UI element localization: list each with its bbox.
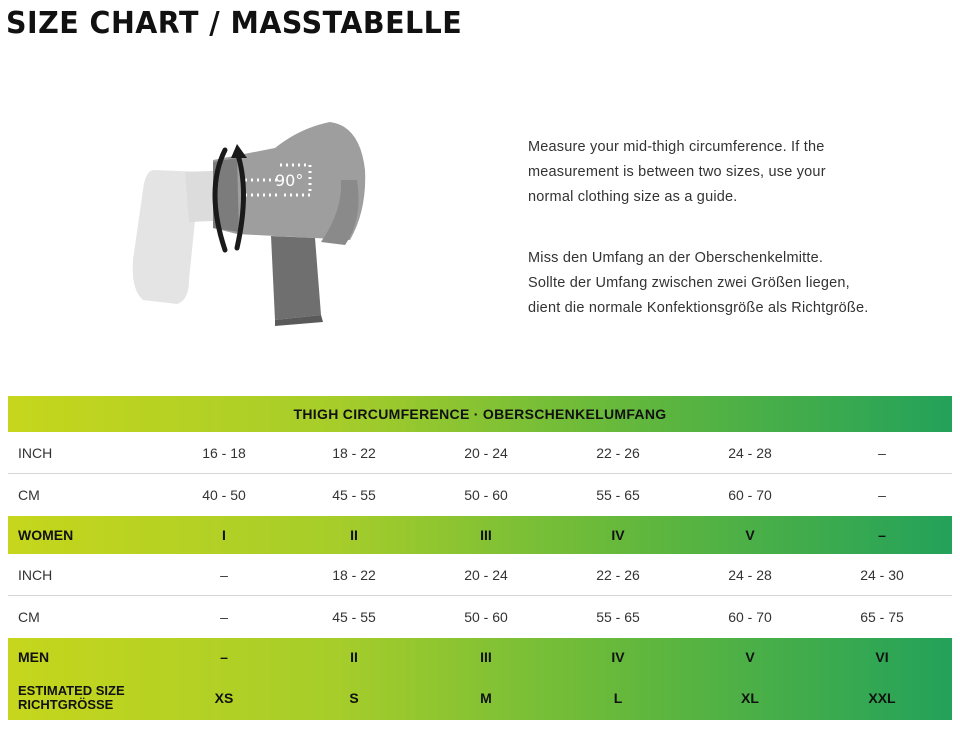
table-row-men-cm [8,596,952,638]
table-cell: 24 - 30 [860,566,904,583]
table-cell: XS [214,690,234,706]
table-cell: – [878,487,886,503]
table-cell: – [878,527,886,543]
table-cell: II [350,649,358,665]
table-cell: 45 - 55 [332,487,376,503]
row-label: INCH [18,566,53,583]
table-cell: II [350,527,358,543]
table-cell: III [480,649,492,665]
table-cell: 60 - 70 [728,487,772,503]
table-cell: S [349,690,359,706]
size-table [8,396,952,720]
row-label-line: ESTIMATED SIZE [18,683,125,698]
table-cell: 16 - 18 [202,444,246,461]
row-label: WOMEN [18,527,74,543]
table-cell: IV [611,527,625,543]
thigh-measurement-illustration [125,110,425,340]
instructions-german: Miss den Umfang an der Oberschenkelmitte. Sollte der Umfang zwischen zwei Größen liegen, dient die normale Konfektionsgröße als Richtgröße. [528,250,869,316]
table-cell: 50 - 60 [464,487,508,503]
table-cell: 18 - 22 [332,444,376,461]
table-cell: 22 - 26 [596,566,640,583]
table-cell: L [613,690,623,706]
table-cell: 24 - 28 [728,444,772,461]
row-label-estimated [8,684,160,712]
row-label: CM [18,487,40,503]
table-cell: IV [611,649,625,665]
table-row-women-cm [8,474,952,516]
table-cell: 65 - 75 [860,609,904,625]
row-label: INCH [18,444,53,461]
table-row-men-inch [8,554,952,596]
table-cell: 20 - 24 [464,566,508,583]
table-row-estimated-size [8,676,952,720]
table-cell: 22 - 26 [596,444,640,461]
table-cell: XL [741,690,759,706]
table-cell: 24 - 28 [728,566,772,583]
table-header: THIGH CIRCUMFERENCE · OBERSCHENKELUMFANG [293,406,667,422]
table-cell: – [878,444,886,461]
table-cell: 55 - 65 [596,487,640,503]
row-label: MEN [18,649,50,665]
table-header-band [8,396,952,432]
table-cell: – [220,609,228,625]
angle-label: 90° [275,171,304,190]
table-cell: – [220,649,228,665]
table-cell: 45 - 55 [332,609,376,625]
row-label: CM [18,609,40,625]
table-cell: 20 - 24 [464,444,508,461]
page-title: SIZE CHART / MASSTABELLE [6,6,463,41]
row-label-line: RICHTGRÖSSE [18,697,114,712]
table-cell: I [222,527,226,543]
table-row-women-inch [8,432,952,474]
table-cell: V [745,649,755,665]
table-cell: VI [875,649,889,665]
table-cell: 60 - 70 [728,609,772,625]
table-cell: 50 - 60 [464,609,508,625]
table-cell: 55 - 65 [596,609,640,625]
table-row-women [8,516,952,554]
instructions-english: Measure your mid-thigh circumference. If the measurement is between two sizes, use your normal clothing size as a guide. [528,139,826,205]
table-cell: XXL [868,690,896,706]
table-cell: III [480,527,492,543]
table-cell: – [220,566,228,583]
table-cell: 40 - 50 [202,487,246,503]
table-row-men [8,638,952,676]
table-cell: M [480,690,492,706]
table-cell: V [745,527,755,543]
table-cell: 18 - 22 [332,566,376,583]
